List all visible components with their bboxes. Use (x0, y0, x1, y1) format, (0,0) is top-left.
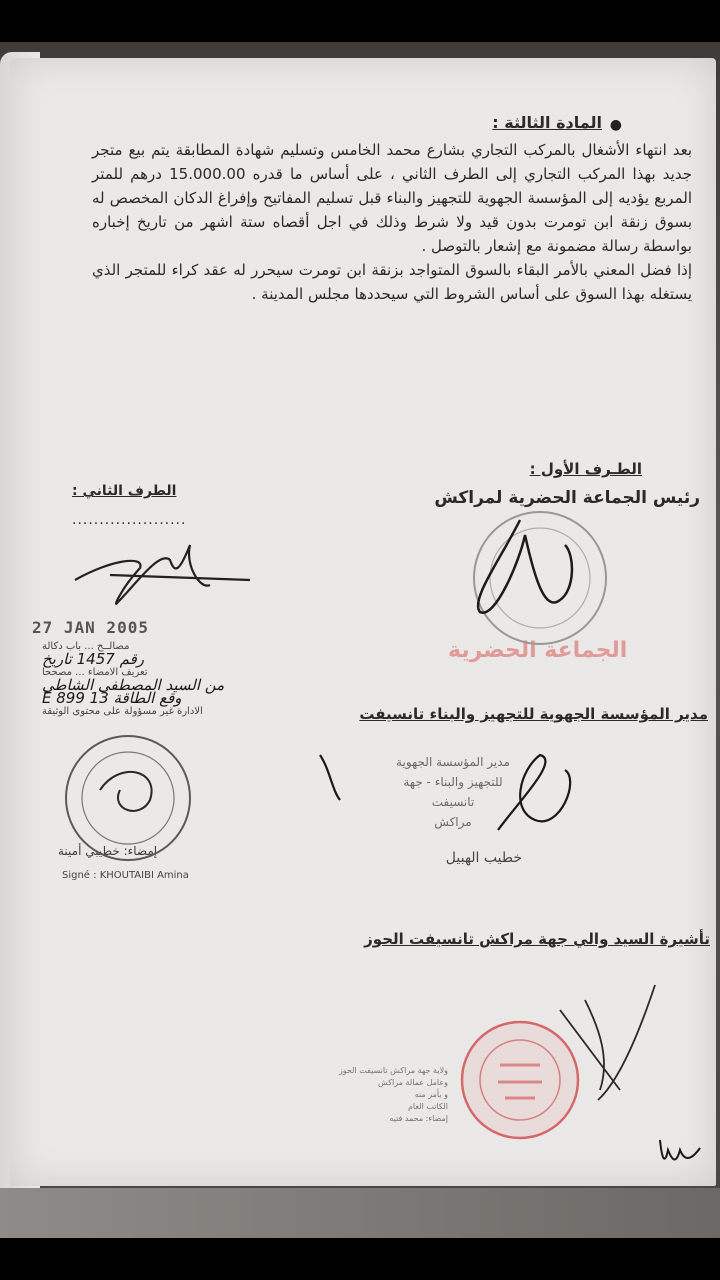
legalization-line: وقع الطاقة E 899 13 (42, 689, 182, 707)
bullet-icon: ● (609, 117, 622, 133)
wali-stamp-line: ولاية جهة مراكش تانسيفت الحوز (338, 1066, 448, 1075)
wali-stamp-line: و بأمر منه (414, 1090, 448, 1099)
first-party-label: الطـرف الأول : (529, 460, 642, 478)
director-stamp-line: مراكش (434, 815, 472, 829)
legalization-line: رقم 1457 تاريخ (42, 650, 144, 668)
wali-stamp-line: وعامل عمالة مراكش (378, 1078, 448, 1087)
legalization-line: من السيد المصطفى الشاطي (42, 676, 225, 694)
article-paragraph-2: إذا فضل المعني بالأمر البقاء بالسوق المتواجد بزنقة ابن تومرت سيحرر له عقد كراء للمتجر الذي يستغله بهذا السوق على أساس الشروط التي سيحددها مجلس المدينة . (92, 261, 692, 303)
legalization-line: الادارة غير مسؤولة على محتوى الوثيقة (42, 706, 203, 717)
legalization-line: تعريف الامضاء ... مصححا (42, 667, 148, 678)
legalization-seal (66, 736, 190, 860)
legalization-line: مصالــح ... باب دكالة (42, 641, 130, 652)
municipality-red-stamp: الجماعة الحضرية (448, 638, 628, 663)
signer-label: إمضاء: خطيبي أمينة (58, 844, 158, 858)
second-party-signature (75, 545, 250, 604)
director-stamp-line: للتجهيز والبناء - جهة تانسيفت (403, 775, 503, 809)
director-title: مدير المؤسسة الجهوية للتجهيز والبناء تانسيفت (359, 705, 708, 723)
wali-stamp-line: الكاتب العام (407, 1102, 448, 1111)
director-signature (320, 755, 570, 830)
date-stamp: 27 JAN 2005 (32, 618, 149, 637)
wali-red-seal (462, 1022, 578, 1138)
first-party-title: رئيس الجماعة الحضرية لمراكش (434, 488, 700, 508)
second-party-label: الطرف الثاني : (72, 483, 177, 499)
bottom-right-initials (660, 1140, 700, 1159)
wali-stamp-line: إمضاء: محمد فتيه (389, 1114, 448, 1123)
article-paragraph-1: بعد انتهاء الأشغال بالمركب التجاري بشارع محمد الخامس وتسليم شهادة المطابقة يتم بيع متجر جديد بهذا المركب التجاري إلى الطرف الثاني ، على أساس ما قدره 15.000.00 درهم للمتر المربع يؤديه إلى المؤسسة الجهوية للتجهيز والبناء قبل تسليم المفاتيح وإفراغ الدكان المخصص له بسوق زنقة ابن تومرت بدون قيد ولا شرط وذلك في اجل أقصاه ستة اشهر من تاريخ إخباره بواسطة رسالة مضمونة مع إشعار بالتوصل . (92, 141, 692, 255)
wali-title: تأشيرة السيد والي جهة مراكش تانسيفت الحوز (364, 930, 710, 948)
second-party-placeholder: ..................... (72, 512, 187, 528)
municipality-seal (474, 512, 606, 644)
signer-latin: Signé : KHOUTAIBI Amina (62, 870, 189, 881)
director-name: خطيب الهبيل (445, 850, 522, 866)
article-heading: المادة الثالثة : (492, 113, 602, 132)
director-stamp-line: مدير المؤسسة الجهوية (396, 755, 510, 769)
